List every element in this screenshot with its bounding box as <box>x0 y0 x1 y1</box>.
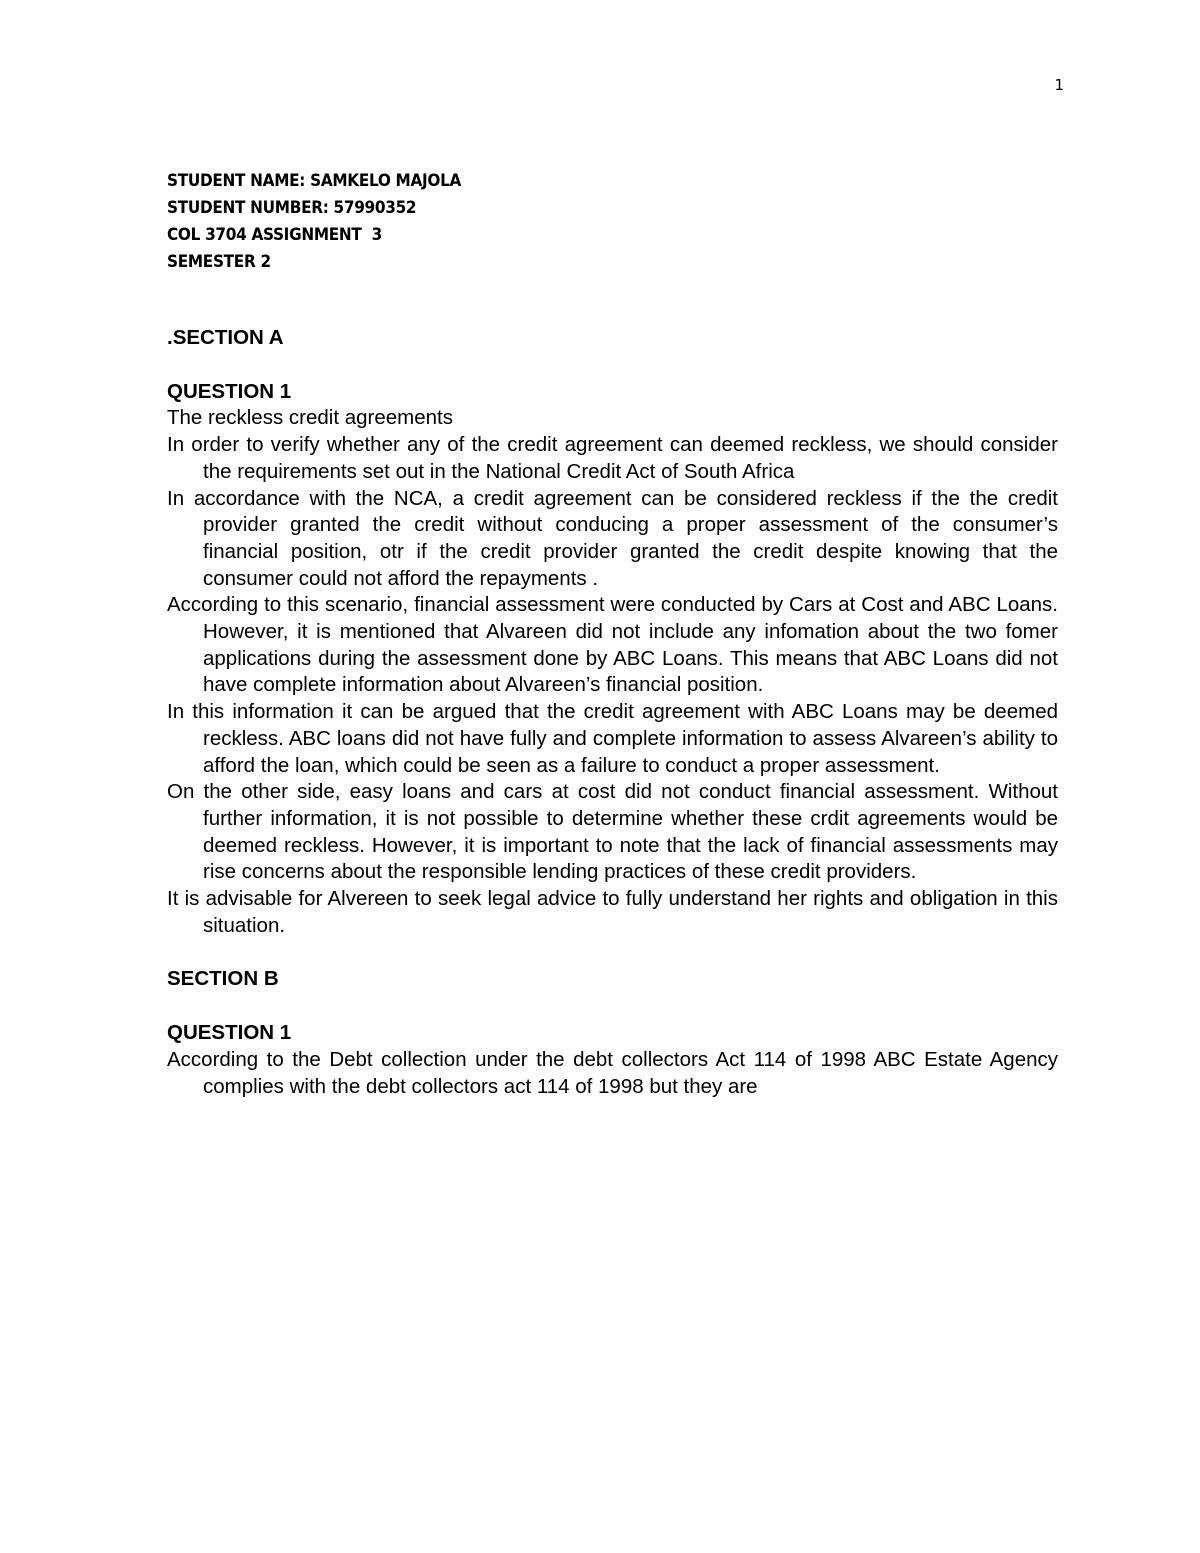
assignment-title: COL 3704 ASSIGNMENT 3 <box>167 225 382 245</box>
document-body <box>167 325 1058 1100</box>
paragraph: According to this scenario, financial assessment were conducted by Cars at Cost and ABC Loans. However, it is mentioned that Alvareen did not include any infomation about the two fomer applications during the assessment done by ABC Loans. This means that ABC Loans did not have complete information about Alvareen’s financial position. <box>167 593 1058 697</box>
section-a-question-heading: QUESTION 1 <box>167 379 292 403</box>
page-number: 1 <box>1054 76 1064 94</box>
paragraph: On the other side, easy loans and cars at cost did not conduct financial assessment. Without further information, it is not possible to determine whether these crdit agreements would be deemed reckless. However, it is important to note that the lack of financial assessments may rise concerns about the responsible lending practices of these credit providers. <box>167 780 1058 884</box>
section-a-subtitle: The reckless credit agreements <box>167 406 453 430</box>
student-number: STUDENT NUMBER: 57990352 <box>167 198 417 218</box>
paragraph: It is advisable for Alvereen to seek legal advice to fully understand her rights and obligation in this situation. <box>167 887 1058 937</box>
section-a-heading: .SECTION A <box>167 326 284 349</box>
semester: SEMESTER 2 <box>167 252 271 272</box>
section-b-question-heading: QUESTION 1 <box>167 1021 292 1045</box>
paragraph: In order to verify whether any of the credit agreement can deemed reckless, we should consider the requirements set out in the National Credit Act of South Africa <box>167 433 1058 483</box>
student-name: STUDENT NAME: SAMKELO MAJOLA <box>167 171 462 191</box>
paragraph: In accordance with the NCA, a credit agreement can be considered reckless if the the credit provider granted the credit without conducing a proper assessment of the consumer’s financial position, otr if the credit provider granted the credit despite knowing that the consumer could not afford the repayments . <box>167 486 1058 590</box>
section-b-heading: SECTION B <box>167 967 279 991</box>
paragraph: In this information it can be argued that the credit agreement with ABC Loans may be deemed reckless. ABC loans did not have fully and complete information to assess Alvareen’s ability to afford the loan, which could be seen as a failure to conduct a proper assessment. <box>167 700 1058 777</box>
paragraph: According to the Debt collection under the debt collectors Act 114 of 1998 ABC Estate Agency complies with the debt collectors act 114 of 1998 but they are <box>167 1047 1058 1098</box>
student-header <box>167 168 461 276</box>
